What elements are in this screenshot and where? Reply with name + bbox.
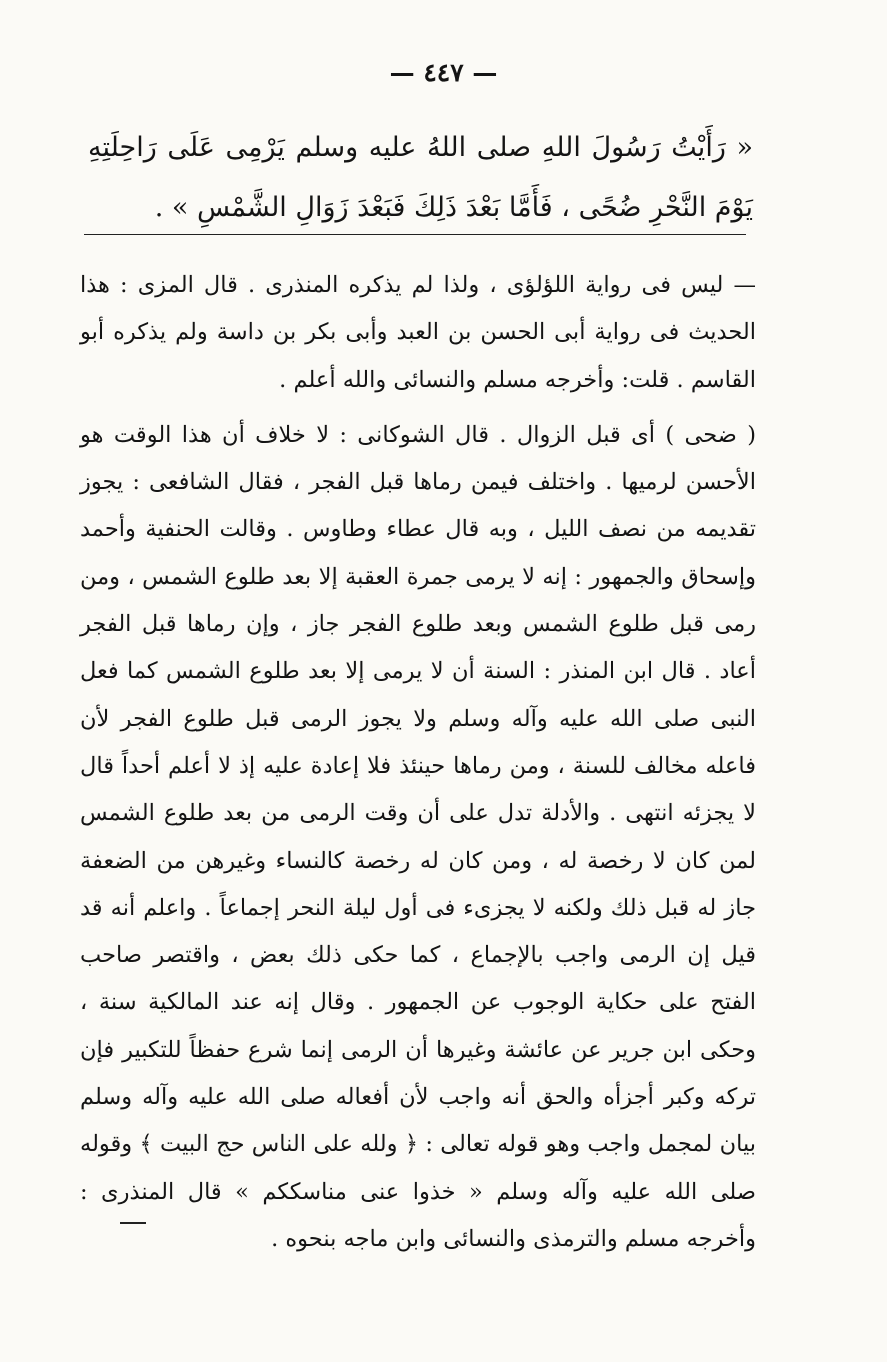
hadith-text: « رَأَيْتُ رَسُولَ اللهِ صلى اللهُ عليه وسلم يَرْمِى عَلَى رَاحِلَتِهِ يَوْمَ النَّحْرِ ضُحًى ، فَأَمَّا بَعْدَ ذَلِكَ فَبَعْدَ زَوَالِ الشَّمْسِ » . <box>88 132 753 223</box>
end-dash <box>120 1222 146 1224</box>
footnote-divider <box>84 234 746 235</box>
commentary-body-paragraph: ( ضحى ) أى قبل الزوال . قال الشوكانى : لا خلاف أن هذا الوقت هو الأحسن لرميها . واختلف فيمن رماها قبل الفجر ، فقال الشافعى : يجوز تقديمه من نصف الليل ، وبه قال عطاء وطاوس . وقالت الحنفية وأحمد وإسحاق والجمهور : إنه لا يرمى جمرة العقبة إلا بعد طلوع الشمس ، ومن رمى قبل طلوع الشمس وبعد طلوع الفجر جاز ، وإن رماها قبل الفجر أعاد . قال ابن المنذر : السنة أن لا يرمى إلا بعد طلوع الشمس كما فعل النبى صلى الله عليه وآله وسلم ولا يجوز الرمى قبل طلوع الفجر لأن فاعله مخالف للسنة ، ومن رماها حينئذ فلا إعادة عليه إذ لا أعلم أحداً قال لا يجزئه انتهى . والأدلة تدل على أن وقت الرمى من بعد طلوع الشمس لمن كان لا رخصة له ، ومن كان له رخصة كالنساء وغيرهن من الضعفة جاز له قبل ذلك ولكنه لا يجزىء فى أول ليلة النحر إجماعاً . واعلم أنه قد قيل إن الرمى واجب بالإجماع ، كما حكى ذلك بعض ، واقتصر صاحب الفتح على حكاية الوجوب عن الجمهور . وقال إنه عند المالكية سنة ، وحكى ابن جرير عن عائشة وغيرها أن الرمى إنما شرع حفظاً للتكبير فإن تركه وكبر أجزأه والحق أنه واجب لأن أفعاله صلى الله عليه وآله وسلم بيان لمجمل واجب وهو قوله تعالى : ﴿ ولله على الناس حج البيت ﴾ وقوله صلى الله عليه وآله وسلم « خذوا عنى مناسككم » قال المنذرى : وأخرجه مسلم والترمذى والنسائى وابن ماجه بنحوه . <box>80 421 756 1252</box>
commentary-block <box>80 262 756 1263</box>
page-number: — ٤٤٧ — <box>389 58 498 87</box>
hadith-text-block <box>88 118 753 238</box>
commentary-note-paragraph: — ليس فى رواية اللؤلؤى ، ولذا لم يذكره المنذرى . قال المزى : هذا الحديث فى رواية أبى الحسن بن العبد وأبى بكر بن داسة ولم يذكره أبو القاسم . قلت: وأخرجه مسلم والنسائى والله أعلم . <box>80 272 756 393</box>
